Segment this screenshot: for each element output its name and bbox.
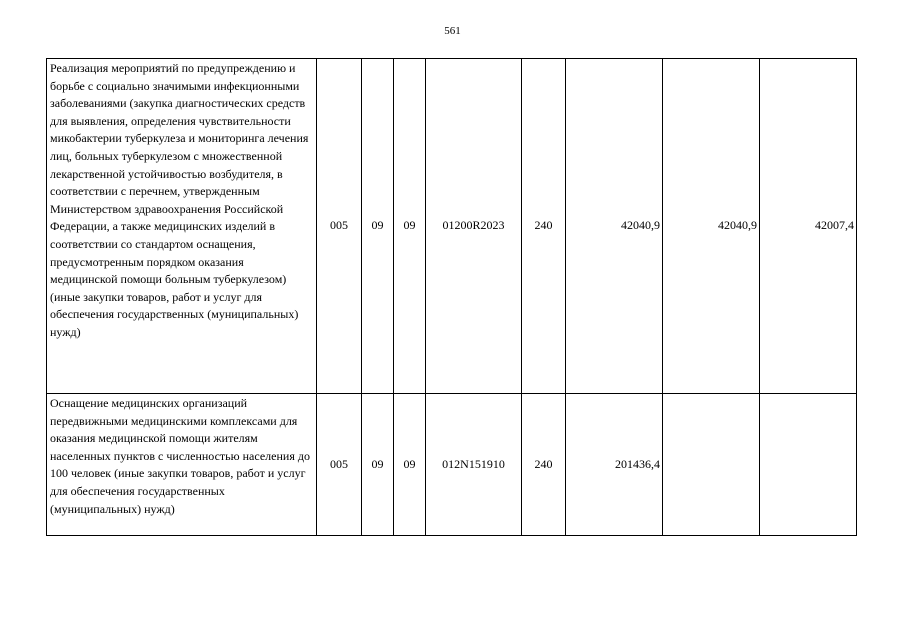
page-number: 561 (444, 25, 461, 37)
amount-2: 42040,9 (663, 59, 760, 394)
amount-2 (663, 394, 760, 536)
row-description: Оснащение медицинских организаций передвижными медицинскими комплексами для оказания медицинской помощи жителям населенных пунктов с численностью населения до 100 человек (иные закупки товаров, работ и услуг для обеспечения государственных (муниципальных) нужд) (47, 394, 317, 536)
table-row (47, 59, 857, 394)
section-code: 09 (362, 59, 394, 394)
expense-type-code: 240 (522, 59, 566, 394)
amount-1: 42040,9 (566, 59, 663, 394)
budget-table (46, 58, 857, 536)
target-article-code: 012N151910 (426, 394, 522, 536)
amount-3 (760, 394, 857, 536)
amount-1: 201436,4 (566, 394, 663, 536)
ministry-code: 005 (317, 59, 362, 394)
row-description: Реализация мероприятий по предупреждению и борьбе с социально значимыми инфекционными заболеваниями (закупка диагностических средств для выявления, определения чувствительности микобактерии туберкулеза и мониторинга лечения лиц, больных туберкулезом с множественной лекарственной устойчивостью возбудителя, в соответствии с перечнем, утвержденным Министерством здравоохранения Российской Федерации, а также медицинских изделий в соответствии со стандартом оснащения, предусмотренным порядком оказания медицинской помощи больным туберкулезом) (иные закупки товаров, работ и услуг для обеспечения государственных (муниципальных) нужд) (47, 59, 317, 394)
subsection-code: 09 (394, 59, 426, 394)
section-code: 09 (362, 394, 394, 536)
amount-3: 42007,4 (760, 59, 857, 394)
target-article-code: 01200R2023 (426, 59, 522, 394)
subsection-code: 09 (394, 394, 426, 536)
expense-type-code: 240 (522, 394, 566, 536)
ministry-code: 005 (317, 394, 362, 536)
table-row (47, 394, 857, 536)
